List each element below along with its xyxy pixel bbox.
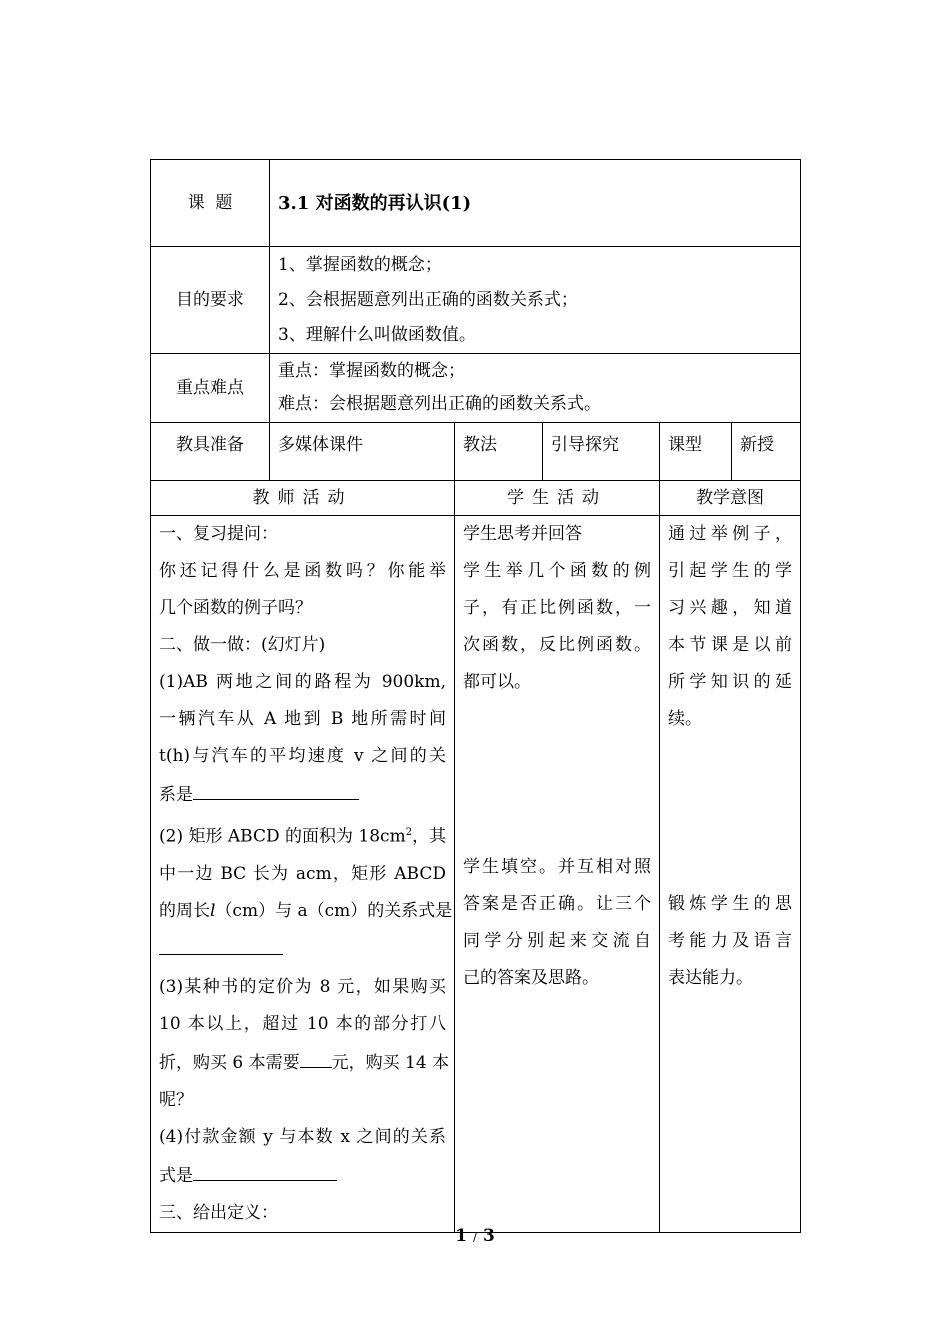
text-line: 中一边 BC 长为 acm，矩形 ABCD [159, 863, 446, 884]
objective-item: 1、掌握函数的概念； [278, 254, 442, 275]
text-line: 本节课是以前 [668, 635, 793, 655]
text-fragment: ，其 [412, 826, 447, 847]
text-line: 表达能力。 [668, 968, 753, 988]
text-fragment: （cm）与 a（cm）的关系式是 [215, 900, 453, 921]
text-line: 答案是否正确。让三个 [463, 894, 651, 914]
text-fragment: 式是 [159, 1165, 193, 1186]
current-page: 1 [455, 1226, 468, 1246]
text-line: 通过举例子， [668, 524, 793, 544]
text-line [159, 1156, 446, 1195]
text-line: 续。 [668, 709, 702, 729]
answer-blank [193, 775, 359, 800]
answer-blank [300, 1043, 332, 1068]
text-line: 10 本以上，超过 10 本的部分打八 [159, 1013, 446, 1034]
type-label: 课型 [660, 423, 732, 481]
keypoints-row [151, 354, 801, 423]
student-activity [455, 516, 660, 1233]
keypoints-list [270, 354, 801, 423]
text-line: t(h)与汽车的平均速度 v 之间的关 [159, 746, 446, 766]
text-line: 学生填空。并互相对照 [463, 857, 651, 877]
text-line: 一辆汽车从 A 地到 B 地所需时间 [159, 709, 446, 729]
text-line: 几个函数的例子吗？ [159, 598, 312, 618]
text-line: 二、做一做：(幻灯片) [159, 635, 326, 655]
text-line [159, 893, 453, 930]
title-row [151, 160, 801, 247]
objectives-list [270, 247, 801, 354]
intent-column-header: 教学意图 [660, 481, 801, 516]
spacer [463, 701, 651, 849]
keypoints-label: 重点难点 [151, 354, 270, 423]
text-line: 次函数，反比例函数。 [463, 635, 651, 655]
text-line: 己的答案及思路。 [463, 968, 599, 988]
objective-item: 3、理解什么叫做函数值。 [278, 324, 476, 345]
objectives-row [151, 247, 801, 354]
tools-label: 教具准备 [151, 423, 270, 481]
variable-l: l [210, 900, 216, 921]
teacher-activity [151, 516, 455, 1233]
superscript: 2 [405, 827, 413, 838]
text-line: 一、复习提问： [159, 524, 278, 544]
text-line: 考能力及语言 [668, 931, 793, 951]
text-line: 你还记得什么是函数吗？你能举 [159, 561, 446, 581]
text-line: (1)AB 两地之间的路程为 900km, [159, 672, 446, 692]
answer-blank [193, 1156, 337, 1181]
text-line: 学生举几个函数的例 [463, 561, 651, 581]
text-line: (3)某种书的定价为 8 元，如果购买 [159, 976, 446, 997]
lesson-plan-table [150, 159, 801, 1233]
text-fragment: 元，购买 14 本 [331, 1052, 450, 1073]
method-value: 引导探究 [543, 423, 660, 481]
text-line [159, 1043, 450, 1082]
teacher-column-header: 教师活动 [151, 481, 455, 516]
text-line: 呢？ [159, 1089, 193, 1110]
text-fragment: (2) 矩形 ABCD 的面积为 18cm [159, 826, 406, 847]
text-line: 都可以。 [463, 672, 531, 692]
spacer [668, 738, 792, 886]
answer-blank [159, 930, 283, 955]
text-fragment: 系是 [159, 785, 193, 805]
objective-item: 2、会根据题意列出正确的函数关系式； [278, 289, 578, 310]
text-line [159, 814, 446, 856]
text-line [159, 775, 446, 814]
text-line: 锻炼学生的思 [668, 894, 793, 914]
text-line: 学生思考并回答 [463, 524, 582, 544]
text-line: 同学分别起来交流自 [463, 931, 651, 951]
text-fragment: 折，购买 6 本需要 [159, 1052, 300, 1073]
text-line: 习兴趣，知道 [668, 598, 793, 618]
tools-value: 多媒体课件 [270, 423, 455, 481]
title-label: 课 题 [151, 160, 270, 247]
type-value: 新授 [732, 423, 801, 481]
text-fragment: 的周长 [159, 900, 210, 921]
lesson-title: 3.1 对函数的再认识(1) [270, 160, 801, 247]
text-line: 引起学生的学 [668, 561, 793, 581]
text-line: 所学知识的延 [668, 672, 793, 692]
activity-body-row [151, 516, 801, 1233]
activity-header-row [151, 481, 801, 516]
page-separator: / [472, 1230, 478, 1244]
objectives-label: 目的要求 [151, 247, 270, 354]
page-number [0, 1226, 950, 1246]
total-pages: 3 [482, 1226, 495, 1246]
text-line: (4)付款金额 y 与本数 x 之间的关系 [159, 1126, 446, 1147]
method-label: 教法 [455, 423, 543, 481]
text-line [159, 930, 446, 969]
teaching-intent [660, 516, 801, 1233]
text-line: 三、给出定义： [159, 1202, 278, 1223]
student-column-header: 学生活动 [455, 481, 660, 516]
keypoint-item: 重点：掌握函数的概念； [278, 361, 465, 381]
text-line: 子，有正比例函数，一 [463, 598, 651, 618]
tools-row [151, 423, 801, 481]
keypoint-item: 难点：会根据题意列出正确的函数关系式。 [278, 394, 601, 414]
